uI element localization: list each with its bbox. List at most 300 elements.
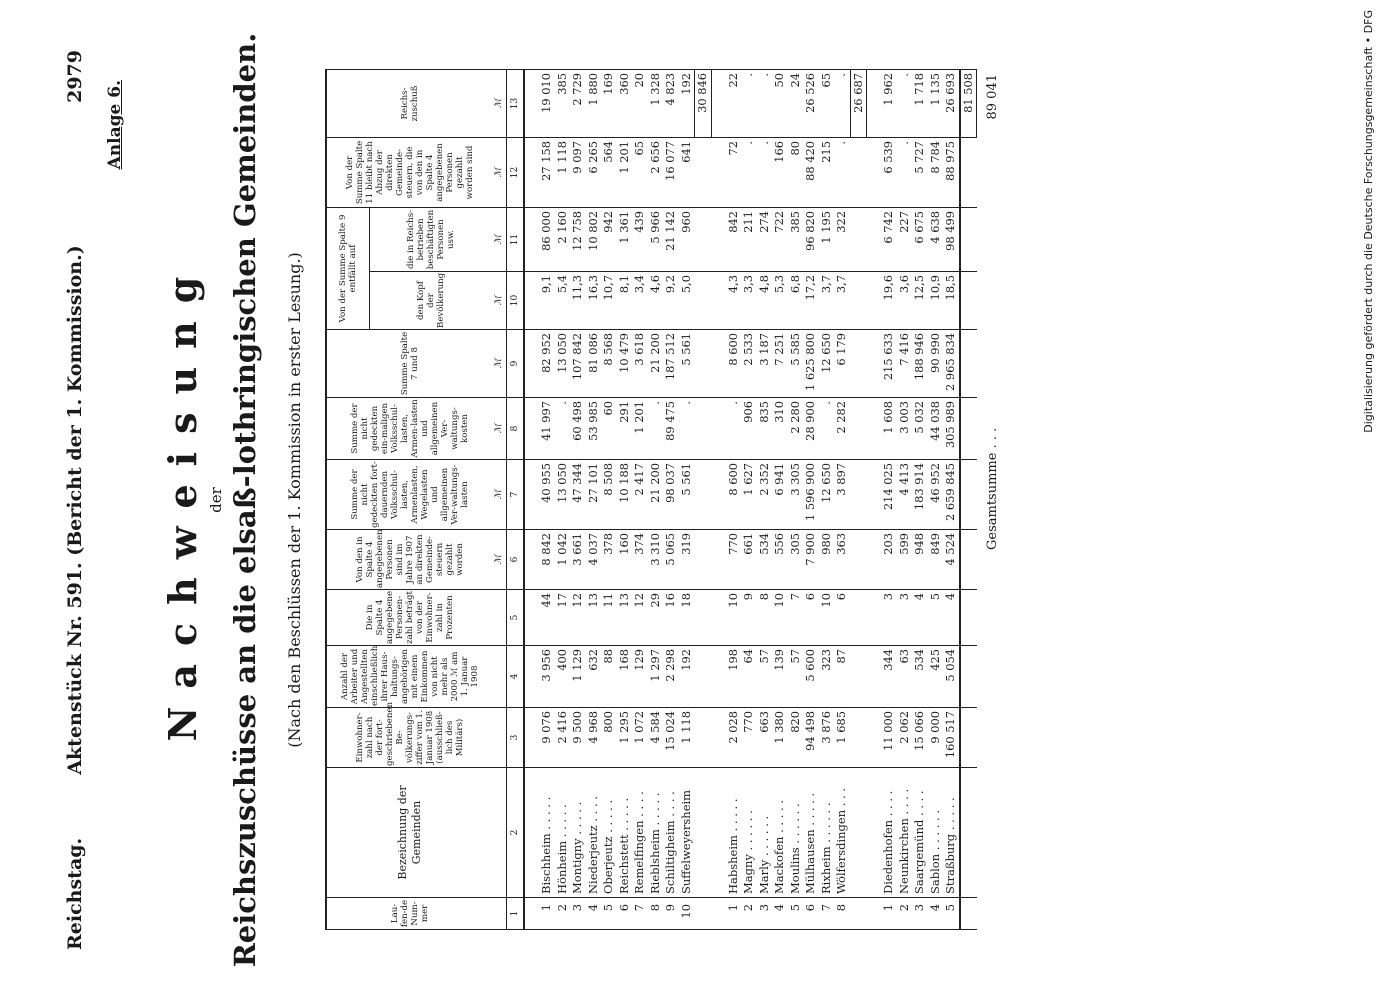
cell-c13: . [757,69,773,137]
col-num-8: 8 [507,398,525,460]
cell-c9: 10 479 [617,330,633,398]
grand-total-value: 89 041 [985,74,1000,120]
cell-c8: . [555,398,571,460]
table-row [617,69,633,929]
row-number: 7 [632,898,648,930]
cell-c12: . [834,137,850,207]
dfg-credit-text: Digitalisierung gefördert durch die Deutsche Forschungsgemeinschaft • DFG [1362,10,1375,433]
cell-c9: 81 086 [586,330,602,398]
cell-c12: 2 656 [648,137,664,207]
cell-c5: 3 [897,590,913,646]
cell-c9: 12 650 [819,330,835,398]
cell-c7: 46 952 [928,460,944,530]
municipality-name: Habsheim . . . . . [726,768,742,898]
cell-c9: 5 561 [679,330,695,398]
col-num-5: 5 [507,590,525,646]
cell-c12: 1 201 [617,137,633,207]
cell-c12: 1 118 [555,137,571,207]
group-subtotal-row [850,69,867,929]
cell-c10: 3,7 [834,272,850,330]
cell-c9: 21 200 [648,330,664,398]
cell-c4: 323 [819,646,835,708]
cell-c4: 129 [632,646,648,708]
table-row [586,69,602,929]
col-num-7: 7 [507,460,525,530]
cell-c5: 13 [586,590,602,646]
cell-c4: 139 [772,646,788,708]
cell-c8: 291 [617,398,633,460]
row-number: 2 [555,898,571,930]
cell-c7: 1 627 [741,460,757,530]
municipality-name: Mackofen . . . . . [772,768,788,898]
cell-c7: 2 659 845 [943,460,960,530]
cell-c7: 5 561 [679,460,695,530]
col-num-6: 6 [507,530,525,590]
cell-c13: 24 [788,69,804,137]
cell-c9: 7 416 [897,330,913,398]
cell-c13: 192 [679,69,695,137]
cell-c3: 9 500 [570,708,586,768]
table-row [539,69,555,929]
cell-c10: 18,5 [943,272,960,330]
cell-c7: 21 200 [648,460,664,530]
cell-c6: 203 [881,530,897,590]
cell-c3: 1 072 [632,708,648,768]
cell-c9: 13 050 [555,330,571,398]
cell-c8: . [726,398,742,460]
cell-c5: 3 [881,590,897,646]
cell-c4: 1 297 [648,646,664,708]
cell-c6: 980 [819,530,835,590]
cell-c4: 400 [555,646,571,708]
row-number: 5 [788,898,804,930]
row-number: 5 [943,898,960,930]
cell-c13: 4 823 [663,69,679,137]
cell-c13: 169 [601,69,617,137]
row-number: 8 [834,898,850,930]
cell-c9: 215 633 [881,330,897,398]
cell-c3: 11 000 [881,708,897,768]
cell-c10: 10,9 [928,272,944,330]
col-header-2: Bezeichnung der Gemeinden [326,768,492,898]
municipality-name: Rixheim . . . . . . [819,768,835,898]
cell-c11: 86 000 [539,207,555,271]
table-row [788,69,804,929]
cell-c9: 90 990 [928,330,944,398]
col-header-10: den Kopf der Bevölkerung [370,272,493,330]
cell-c4: 344 [881,646,897,708]
col-header-7: Summe der nicht gedeckten fort-dauernden Volksschul-lasten, Armenlasten, Wegelasten und allgemeinen Ver-waltungs-lasten [326,460,492,530]
col-num-3: 3 [507,708,525,768]
cell-c12: 88 975 [943,137,960,207]
col-num-2: 2 [507,768,525,898]
cell-c5: 10 [726,590,742,646]
cell-c5: 44 [539,590,555,646]
table-row [726,69,742,929]
cell-c3: 1 685 [834,708,850,768]
cell-c6: 378 [601,530,617,590]
cell-c8: . [819,398,835,460]
annex-label: Anlage 6. [105,80,125,170]
col-header-3: Einwohner-zahl nach der fort-geschriebenen Be-völkerungs-ziffer vom 1. Januar 1908 (ausschließ-lich des Militärs) [326,708,492,768]
cell-c3: 94 498 [803,708,819,768]
cell-c3: 15 066 [912,708,928,768]
cell-c8: 1 201 [632,398,648,460]
cell-c11: 960 [679,207,695,271]
cell-c11: 96 820 [803,207,819,271]
cell-c6: 948 [912,530,928,590]
municipality-name: Saargemünd . . . . [912,768,928,898]
col-header-4: Anzahl der Arbeiter und Angestellten einschließlich ihrer Haus-haltungs-angehörigen mit einem Einkommen von nicht mehr als 2000 ℳ am 1. Januar 1908 [326,646,492,708]
cell-c10: 4,8 [757,272,773,330]
row-number: 1 [539,898,555,930]
unit-12: ℳ [492,137,507,207]
table-row [555,69,571,929]
cell-c11: 12 758 [570,207,586,271]
cell-c13: 1 718 [912,69,928,137]
cell-c8: 41 997 [539,398,555,460]
table-row [663,69,679,929]
column-number-row [507,69,525,929]
cell-c5: 17 [555,590,571,646]
cell-c12: 564 [601,137,617,207]
cell-c3: 770 [741,708,757,768]
cell-c13: . [834,69,850,137]
table-row [772,69,788,929]
table-row [819,69,835,929]
table-row [570,69,586,929]
cell-c9: 3 187 [757,330,773,398]
document-title: Nachweisung [160,258,205,742]
cell-c11: 942 [601,207,617,271]
cell-c10: 5,3 [772,272,788,330]
cell-c4: 425 [928,646,944,708]
cell-c6: 8 842 [539,530,555,590]
cell-c13: 65 [819,69,835,137]
cell-c10: 3,7 [819,272,835,330]
col-header-10-11: Von der Summe Spalte 9 entfällt auf [326,207,370,329]
cell-c5: 10 [819,590,835,646]
table-row [679,69,695,929]
cell-c12: . [757,137,773,207]
cell-c11: 4 638 [928,207,944,271]
cell-c10: 5,4 [555,272,571,330]
cell-c13: 1 962 [881,69,897,137]
unit-11: ℳ [492,207,507,271]
cell-c3: 1 295 [617,708,633,768]
cell-c10: 9,1 [539,272,555,330]
cell-c10: 9,2 [663,272,679,330]
municipality-name: Neunkirchen . . . . [897,768,913,898]
unit-7: ℳ [492,460,507,530]
cell-c10: 3,6 [897,272,913,330]
unit-9: ℳ [492,330,507,398]
table-row [757,69,773,929]
cell-c5: 12 [570,590,586,646]
municipality-name: Schiltigheim . . . . [663,768,679,898]
cell-c7: 98 037 [663,460,679,530]
cell-c6: 319 [679,530,695,590]
cell-c8: 5 032 [912,398,928,460]
cell-c9: 5 585 [788,330,804,398]
row-number: 3 [912,898,928,930]
cell-c10: 5,0 [679,272,695,330]
unit-13: ℳ [492,69,507,137]
unit-10: ℳ [492,272,507,330]
cell-c3: 820 [788,708,804,768]
cell-c3: 800 [601,708,617,768]
municipality-name: Straßburg . . . . . [943,768,960,898]
cell-c9: 7 251 [772,330,788,398]
cell-c13: 1 135 [928,69,944,137]
cell-c9: 3 618 [632,330,648,398]
cell-c4: 192 [679,646,695,708]
cell-c5: 6 [834,590,850,646]
cell-c6: 305 [788,530,804,590]
cell-c4: 1 129 [570,646,586,708]
municipality-name: Rieblsheim . . . . . [648,768,664,898]
cell-c13: . [897,69,913,137]
cell-c4: 534 [912,646,928,708]
cell-c6: 556 [772,530,788,590]
cell-c8: 2 280 [788,398,804,460]
page-number: 2979 [64,50,86,103]
municipality-name: Suffelweyersheim [679,768,695,898]
cell-c7: 6 941 [772,460,788,530]
cell-c12: 8 784 [928,137,944,207]
cell-c8: 89 475 [663,398,679,460]
group-subtotal: 26 687 [850,69,867,137]
cell-c3: 15 024 [663,708,679,768]
cell-c6: 661 [741,530,757,590]
cell-c8: 53 985 [586,398,602,460]
running-header [58,40,92,960]
cell-c12: 215 [819,137,835,207]
cell-c6: 7 900 [803,530,819,590]
municipality-name: Sablon . . . . . . [928,768,944,898]
col-header-12: Von der Summe Spalte 11 bleibt nach Abzug der direkten Gemeinde-steuern, die von den in Spalte 4 angegebenen Personen gezahlt worden sind [326,137,492,207]
cell-c6: 770 [726,530,742,590]
cell-c3: 4 968 [586,708,602,768]
cell-c4: 57 [788,646,804,708]
cell-c12: 9 097 [570,137,586,207]
cell-c7: 47 344 [570,460,586,530]
cell-c9: 8 600 [726,330,742,398]
table-row [943,69,960,929]
col-header-8: Summe der nicht gedeckten ein-maligen Volksschul-lasten, Armen-lasten und allgemeinen Ver-waltungs-kosten [326,398,492,460]
group-subtotal: 30 846 [695,69,712,137]
cell-c7: 27 101 [586,460,602,530]
cell-c9: 1 625 800 [803,330,819,398]
cell-c6: 599 [897,530,913,590]
cell-c7: 13 050 [555,460,571,530]
cell-c5: 10 [772,590,788,646]
subsidy-table [325,69,977,930]
cell-c13: 1 328 [648,69,664,137]
cell-c13: 22 [726,69,742,137]
municipality-name: Montigny . . . . . [570,768,586,898]
cell-c4: 2 298 [663,646,679,708]
cell-c12: 88 420 [803,137,819,207]
cell-c10: 17,2 [803,272,819,330]
group-subtotal-row [695,69,712,929]
dfg-footer [1362,10,1380,990]
group-subtotal: 81 508 [960,69,977,137]
row-number: 2 [741,898,757,930]
cell-c5: 13 [617,590,633,646]
cell-c5: 7 [788,590,804,646]
col-header-1: Lau-fen-de Num-mer [326,898,492,930]
municipality-name: Hönheim . . . . . [555,768,571,898]
cell-c10: 3,4 [632,272,648,330]
cell-c6: 5 065 [663,530,679,590]
col-num-9: 9 [507,330,525,398]
cell-c7: 4 413 [897,460,913,530]
cell-c7: 3 897 [834,460,850,530]
cell-c8: 44 038 [928,398,944,460]
cell-c8: 310 [772,398,788,460]
municipality-name: Magny . . . . . . [741,768,757,898]
municipality-name: Wölfersdingen . . . [834,768,850,898]
cell-c12: 27 158 [539,137,555,207]
cell-c6: 1 042 [555,530,571,590]
cell-c7: 40 955 [539,460,555,530]
col-num-1: 1 [507,898,525,930]
cell-c6: 363 [834,530,850,590]
cell-c10: 3,3 [741,272,757,330]
cell-c5: 4 [943,590,960,646]
cell-c9: 107 842 [570,330,586,398]
cell-c3: 2 028 [726,708,742,768]
cell-c5: 6 [803,590,819,646]
row-number: 1 [726,898,742,930]
cell-c7: 10 188 [617,460,633,530]
cell-c10: 8,1 [617,272,633,330]
row-number: 3 [757,898,773,930]
cell-c4: 64 [741,646,757,708]
cell-c13: 20 [632,69,648,137]
cell-c3: 2 062 [897,708,913,768]
cell-c4: 57 [757,646,773,708]
col-header-13: Reichs-zuschuß [326,69,492,137]
cell-c11: 10 802 [586,207,602,271]
cell-c3: 160 517 [943,708,960,768]
row-number: 4 [928,898,944,930]
cell-c7: 8 508 [601,460,617,530]
cell-c11: 21 142 [663,207,679,271]
row-number: 3 [570,898,586,930]
cell-c4: 198 [726,646,742,708]
cell-c8: 60 [601,398,617,460]
cell-c9: 2 533 [741,330,757,398]
cell-c13: . [741,69,757,137]
group-spacer [867,69,882,929]
municipality-name: Niederjeutz . . . . [586,768,602,898]
cell-c11: 6 742 [881,207,897,271]
cell-c5: 16 [663,590,679,646]
cell-c7: 183 914 [912,460,928,530]
table-header-row [326,69,370,929]
cell-c5: 18 [679,590,695,646]
col-header-11: die in Reichs-betrieben beschäftigten Personen usw. [370,207,493,271]
grand-total-label: Gesamtsumme . . . [985,427,1000,550]
municipality-name: Remelfingen . . . . [632,768,648,898]
cell-c11: 1 195 [819,207,835,271]
cell-c13: 360 [617,69,633,137]
municipality-name: Mülhausen . . . . . [803,768,819,898]
cell-c6: 374 [632,530,648,590]
cell-c12: 166 [772,137,788,207]
row-number: 10 [679,898,695,930]
cell-c3: 9 000 [928,708,944,768]
cell-c12: 16 077 [663,137,679,207]
row-number: 6 [803,898,819,930]
cell-c8: 305 989 [943,398,960,460]
row-number: 8 [648,898,664,930]
cell-c8: . [648,398,664,460]
cell-c8: . [679,398,695,460]
cell-c11: 6 675 [912,207,928,271]
cell-c10: 16,3 [586,272,602,330]
cell-c3: 3 876 [819,708,835,768]
cell-c12: 5 727 [912,137,928,207]
cell-c4: 5 054 [943,646,960,708]
cell-c7: 3 305 [788,460,804,530]
col-num-4: 4 [507,646,525,708]
cell-c10: 10,7 [601,272,617,330]
cell-c13: 1 880 [586,69,602,137]
table-row [897,69,913,929]
cell-c6: 3 310 [648,530,664,590]
cell-c4: 88 [601,646,617,708]
cell-c13: 19 010 [539,69,555,137]
cell-c9: 188 946 [912,330,928,398]
cell-c4: 63 [897,646,913,708]
table-row [834,69,850,929]
cell-c9: 2 965 834 [943,330,960,398]
cell-c11: 227 [897,207,913,271]
cell-c12: 641 [679,137,695,207]
group-spacer [711,69,726,929]
cell-c10: 11,3 [570,272,586,330]
cell-c3: 1 380 [772,708,788,768]
cell-c5: 11 [601,590,617,646]
group-spacer [524,69,539,929]
cell-c4: 3 956 [539,646,555,708]
cell-c12: 6 265 [586,137,602,207]
municipality-name: Moulins . . . . . . [788,768,804,898]
table-row [803,69,819,929]
cell-c8: 3 003 [897,398,913,460]
col-header-5: Die in Spalte 4 angegebene Personen-zahl beträgt von der Einwohner-zahl in Prozenten [326,590,492,646]
row-number: 7 [819,898,835,930]
cell-c8: 60 498 [570,398,586,460]
cell-c5: 12 [632,590,648,646]
row-number: 4 [586,898,602,930]
cell-c13: 385 [555,69,571,137]
cell-c7: 1 596 900 [803,460,819,530]
cell-c9: 82 952 [539,330,555,398]
document-note: (Nach den Beschlüssen der 1. Kommission in erster Lesung.) [285,252,304,748]
cell-c11: 2 160 [555,207,571,271]
cell-c11: 98 499 [943,207,960,271]
cell-c4: 632 [586,646,602,708]
cell-c7: 8 600 [726,460,742,530]
table-row [648,69,664,929]
document-subtitle: Reichszuschüsse an die elsaß-lothringischen Gemeinden. [228,32,262,968]
row-number: 9 [663,898,679,930]
unit-8: ℳ [492,398,507,460]
